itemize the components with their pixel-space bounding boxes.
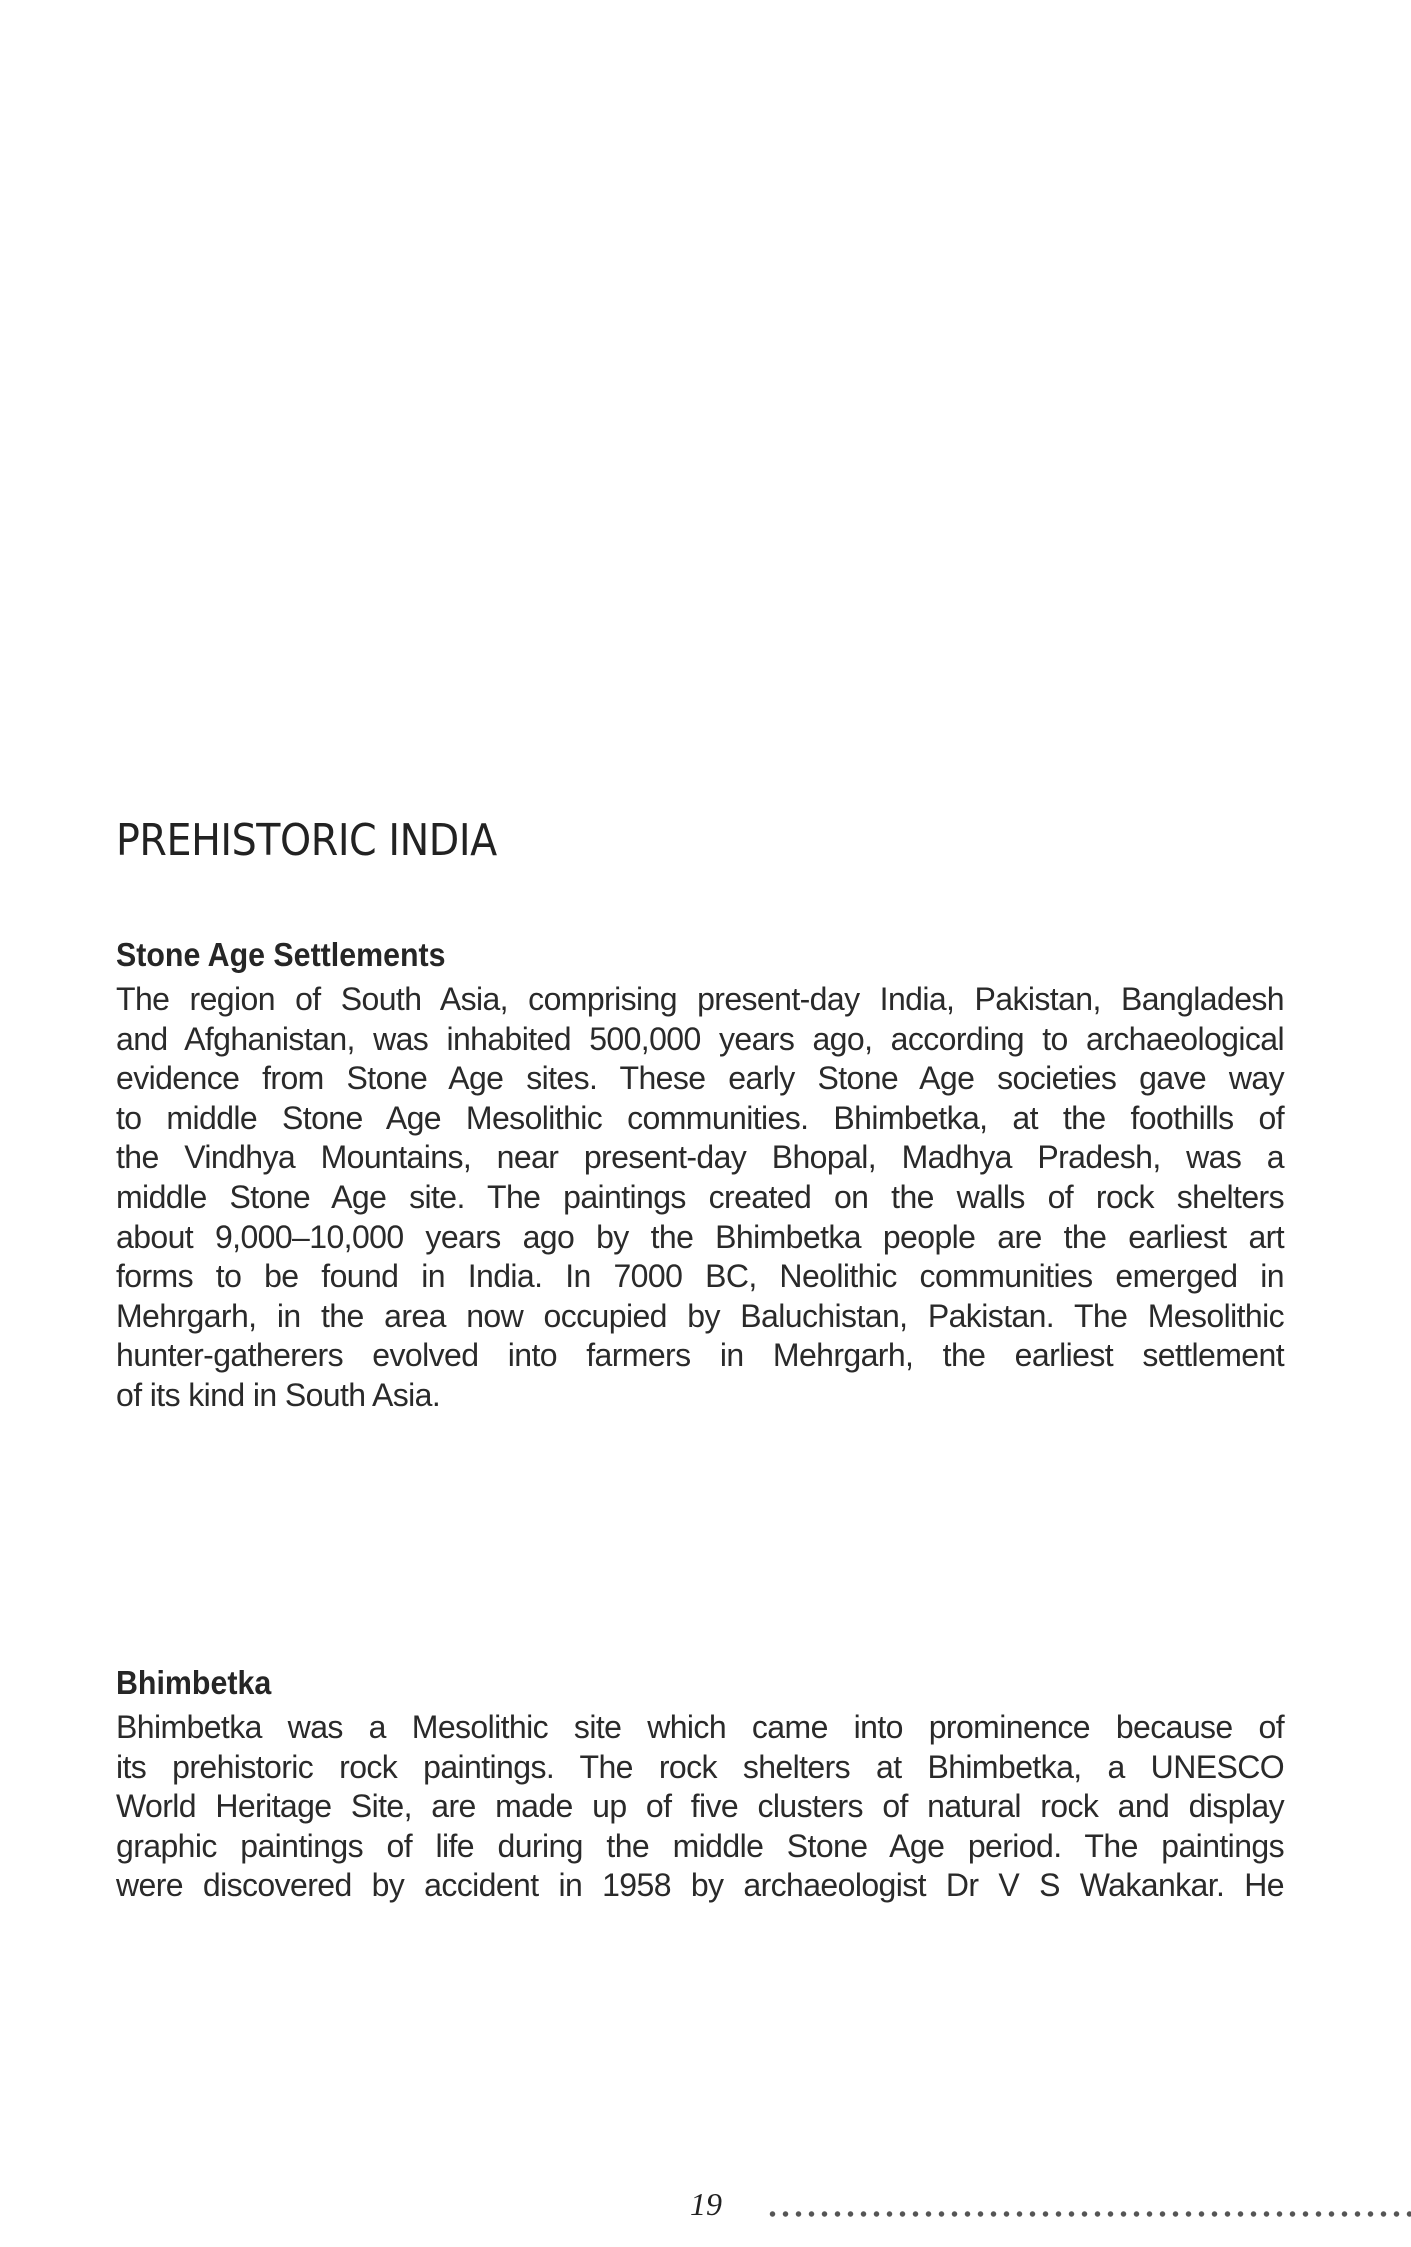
paragraph — [116, 1708, 1284, 1906]
page-footer — [0, 2180, 1411, 2230]
text-line: Bhimbetka was a Mesolithic site which came into prominence because of — [116, 1709, 1284, 1745]
text-line: about 9,000–10,000 years ago by the Bhimbetka people are the earliest art — [116, 1218, 1284, 1255]
page-number: 19 — [690, 2186, 722, 2222]
text-line: hunter-gatherers evolved into farmers in Mehrgarh, the earliest settlement — [116, 1337, 1284, 1374]
text-line: middle Stone Age site. The paintings created on the walls of rock shelters — [116, 1178, 1284, 1215]
text-line: The region of South Asia, comprising present-day India, Pakistan, Bangladesh — [116, 981, 1284, 1017]
text-line: its prehistoric rock paintings. The rock shelters at Bhimbetka, a UNESCO — [116, 1748, 1284, 1785]
text-line: Mehrgarh, in the area now occupied by Baluchistan, Pakistan. The Mesolithic — [116, 1297, 1284, 1334]
section-heading: Stone Age Settlements — [116, 936, 446, 973]
text-line: of its kind in South Asia. — [116, 1376, 441, 1413]
text-line: evidence from Stone Age sites. These early Stone Age societies gave way — [116, 1060, 1284, 1097]
page-title: PREHISTORIC INDIA — [116, 815, 497, 866]
text-line: and Afghanistan, was inhabited 500,000 years ago, according to archaeological — [116, 1020, 1284, 1057]
section-heading: Bhimbetka — [116, 1664, 272, 1701]
text-line: were discovered by accident in 1958 by archaeologist Dr V S Wakankar. He — [116, 1867, 1284, 1904]
text-line: forms to be found in India. In 7000 BC, Neolithic communities emerged in — [116, 1258, 1284, 1295]
text-line: World Heritage Site, are made up of five clusters of natural rock and display — [116, 1788, 1284, 1825]
text-line: graphic paintings of life during the middle Stone Age period. The paintings — [116, 1827, 1284, 1864]
paragraph — [116, 980, 1284, 1416]
section-bhimbetka — [116, 1658, 1284, 1906]
dot-leader-decoration — [766, 2210, 1411, 2218]
section-stone-age-settlements — [116, 930, 1284, 1416]
text-line: the Vindhya Mountains, near present-day Bhopal, Madhya Pradesh, was a — [116, 1139, 1284, 1176]
text-line: to middle Stone Age Mesolithic communities. Bhimbetka, at the foothills of — [116, 1099, 1284, 1136]
